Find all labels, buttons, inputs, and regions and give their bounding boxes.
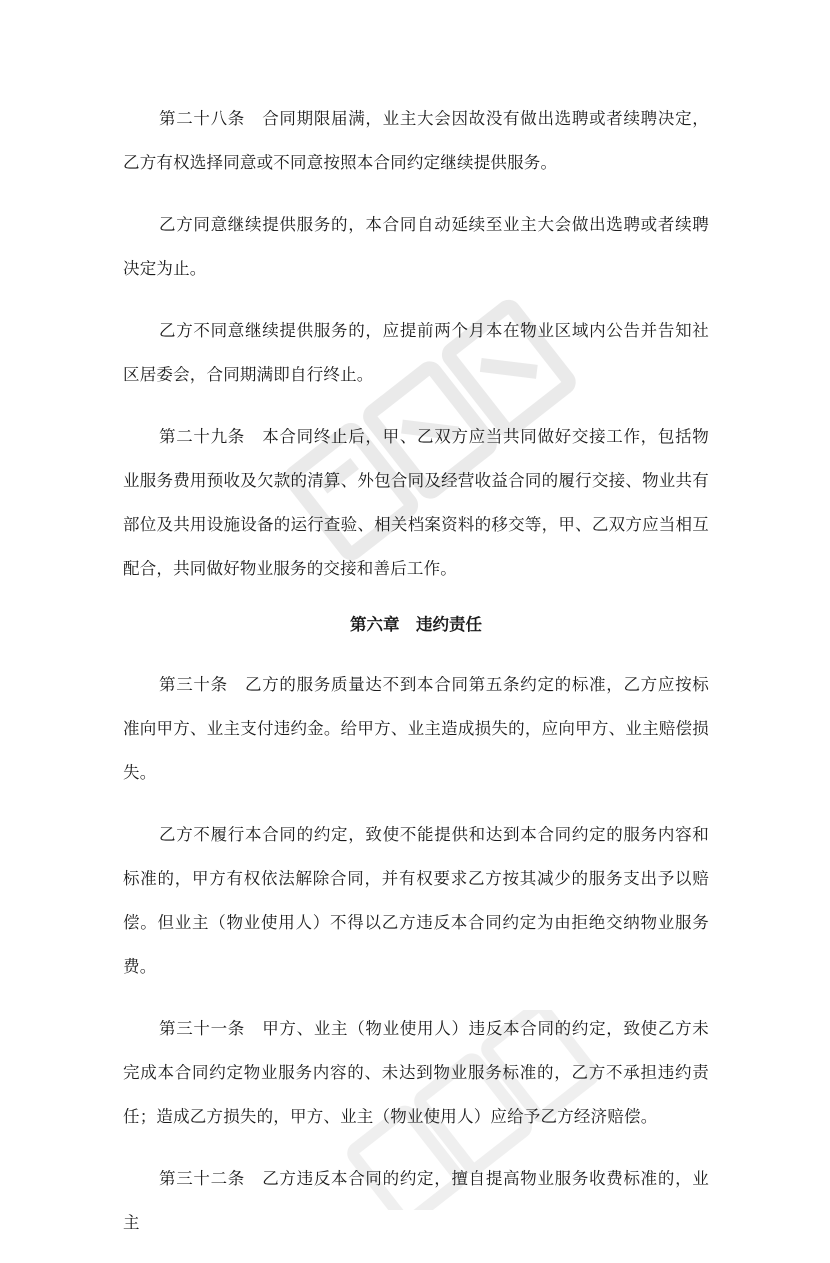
chapter-title: 第六章 违约责任	[350, 615, 482, 634]
article-29: 第二十九条 本合同终止后，甲、乙双方应当共同做好交接工作，包括物业服务费用预收及欠款的清算、外包合同及经营收益合同的履行交接、物业共有部位及共用设施设备的运行查验、相关档案资料的移交等，甲、乙双方应当相互配合，共同做好物业服务的交接和善后工作。	[123, 427, 709, 578]
document-body	[123, 97, 709, 1263]
article-28-clause-2: 乙方同意继续提供服务的，本合同自动延续至业主大会做出选聘或者续聘决定为止。	[123, 215, 709, 278]
article-30: 第三十条 乙方的服务质量达不到本合同第五条约定的标准，乙方应按标准向甲方、业主支付违约金。给甲方、业主造成损失的，应向甲方、业主赔偿损失。	[123, 675, 709, 782]
article-28: 第二十八条 合同期限届满，业主大会因故没有做出选聘或者续聘决定，乙方有权选择同意或不同意按照本合同约定继续提供服务。	[123, 109, 709, 172]
article-30-clause-2: 乙方不履行本合同的约定，致使不能提供和达到本合同约定的服务内容和标准的，甲方有权依法解除合同，并有权要求乙方按其减少的服务支出予以赔偿。但业主（物业使用人）不得以乙方违反本合同约定为由拒绝交纳物业服务费。	[123, 825, 709, 976]
article-28-clause-3: 乙方不同意继续提供服务的，应提前两个月本在物业区域内公告并告知社区居委会，合同期满即自行终止。	[123, 321, 709, 384]
article-32: 第三十二条 乙方违反本合同的约定，擅自提高物业服务收费标准的，业主	[123, 1169, 709, 1232]
article-31: 第三十一条 甲方、业主（物业使用人）违反本合同的约定，致使乙方未完成本合同约定物业服务内容的、未达到物业服务标准的，乙方不承担违约责任；造成乙方损失的，甲方、业主（物业使用人）应给予乙方经济赔偿。	[123, 1019, 709, 1126]
